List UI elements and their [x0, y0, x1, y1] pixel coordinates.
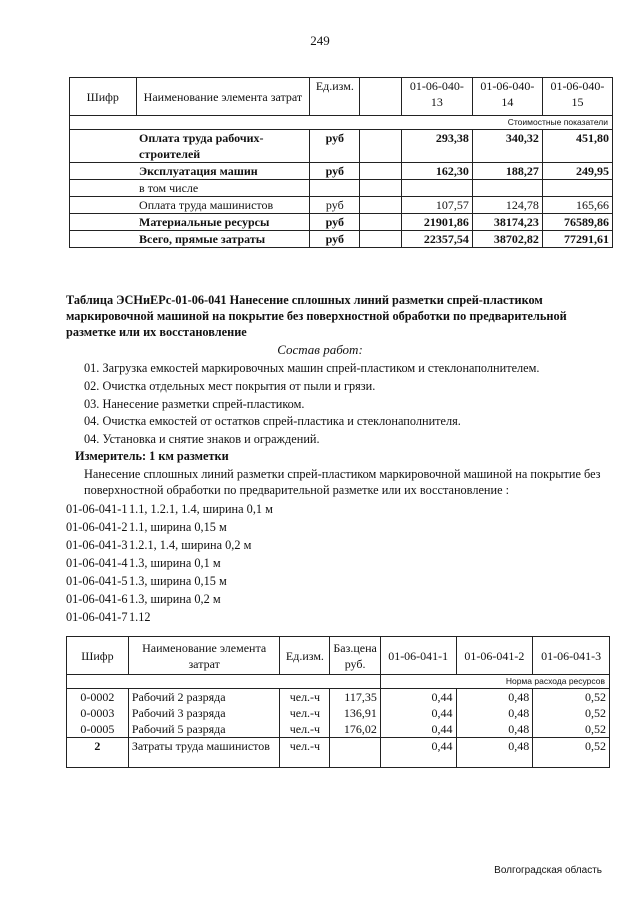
item-text: 1.2.1, 1.4, ширина 0,2 м [129, 538, 252, 552]
row-value: 0,44 [380, 689, 456, 706]
item-text: 1.3, ширина 0,2 м [129, 592, 221, 606]
row-name: Эксплуатация машин [136, 163, 310, 180]
row-value: 0,48 [456, 705, 533, 721]
item-code: 01-06-041-6 [66, 592, 128, 606]
row-value: 0,52 [533, 721, 610, 738]
item-text: 1.1, 1.2.1, 1.4, ширина 0,1 м [129, 502, 273, 516]
row-unit: руб [310, 197, 360, 214]
list-item [66, 574, 227, 589]
row-value: 0,52 [533, 705, 610, 721]
row-value: 38702,82 [472, 231, 542, 248]
row-unit: чел.-ч [280, 721, 330, 738]
row-value: 188,27 [472, 163, 542, 180]
row-price [330, 738, 380, 768]
row-value: 451,80 [542, 130, 612, 163]
header-col-15: 01-06-040-15 [542, 78, 612, 116]
list-item [66, 592, 221, 607]
works-heading: Состав работ: [277, 342, 363, 357]
row-value: 107,57 [402, 197, 473, 214]
table-row [70, 214, 613, 231]
work-item: 04. Очистка емкостей от остатков спрей-пластика и стеклонаполнителя. [84, 414, 461, 428]
table-subheader: Норма расхода ресурсов [380, 675, 609, 689]
footer-region: Волгоградская область [494, 865, 602, 876]
item-text: 1.12 [129, 610, 151, 624]
header-name: Наименование элемента затрат [136, 78, 310, 116]
row-unit: чел.-ч [280, 689, 330, 706]
table-row [70, 180, 613, 197]
row-value: 0,44 [380, 705, 456, 721]
header-name: Наименование элемента затрат [128, 637, 280, 675]
cost-table [69, 77, 613, 248]
work-item: 04. Установка и снятие знаков и ограждений. [84, 432, 320, 446]
work-item: 01. Загрузка емкостей маркировочных машин спрей-пластиком и стеклонаполнителем. [84, 361, 540, 375]
row-value: 124,78 [472, 197, 542, 214]
row-price: 117,35 [330, 689, 380, 706]
header-price: Баз.цена руб. [330, 637, 380, 675]
row-value: 21901,86 [402, 214, 473, 231]
row-unit: руб [310, 231, 360, 248]
row-code: 0-0003 [67, 705, 129, 721]
row-value: 0,52 [533, 689, 610, 706]
item-code: 01-06-041-5 [66, 574, 128, 588]
row-name: Рабочий 3 разряда [128, 705, 280, 721]
row-value: 76589,86 [542, 214, 612, 231]
row-value: 77291,61 [542, 231, 612, 248]
row-value: 0,48 [456, 721, 533, 738]
item-text: 1.3, ширина 0,15 м [129, 574, 227, 588]
row-name: в том числе [136, 180, 310, 197]
header-col-13: 01-06-040-13 [402, 78, 473, 116]
row-price: 176,02 [330, 721, 380, 738]
item-code: 01-06-041-4 [66, 556, 128, 570]
header-code: Шифр [70, 78, 137, 116]
row-unit: чел.-ч [280, 705, 330, 721]
row-value: 162,30 [402, 163, 473, 180]
page-number: 249 [310, 33, 330, 48]
item-code: 01-06-041-7 [66, 610, 128, 624]
table-row [70, 231, 613, 248]
item-code: 01-06-041-3 [66, 538, 128, 552]
row-value: 0,48 [456, 738, 533, 768]
row-unit: чел.-ч [280, 738, 330, 768]
table-row [67, 721, 610, 738]
table-row [70, 163, 613, 180]
row-unit: руб [310, 163, 360, 180]
work-item: 02. Очистка отдельных мест покрытия от пыли и грязи. [84, 379, 376, 393]
list-item [66, 610, 151, 625]
table-row [67, 705, 610, 721]
row-name: Рабочий 2 разряда [128, 689, 280, 706]
header-col-1: 01-06-041-1 [380, 637, 456, 675]
row-name: Материальные ресурсы [136, 214, 310, 231]
row-name: Затраты труда машинистов [128, 738, 280, 768]
header-col-2: 01-06-041-2 [456, 637, 533, 675]
header-code: Шифр [67, 637, 129, 675]
row-value: 249,95 [542, 163, 612, 180]
row-value: 165,66 [542, 197, 612, 214]
row-value: 0,44 [380, 738, 456, 768]
row-code: 0-0002 [67, 689, 129, 706]
item-text: 1.3, ширина 0,1 м [129, 556, 221, 570]
table-row [67, 689, 610, 706]
header-col-14: 01-06-040-14 [472, 78, 542, 116]
row-value: 0,52 [533, 738, 610, 768]
list-item [66, 502, 273, 517]
header-unit: Ед.изм. [310, 78, 360, 116]
table-subheader: Стоимостные показатели [70, 116, 613, 130]
description: Нанесение сплошных линий разметки спрей-пластиком маркировочной машиной на покрытие без поверхностной обработки по предварительной разметке или их восстановление : [84, 467, 601, 497]
item-text: 1.1, ширина 0,15 м [129, 520, 227, 534]
table-row [70, 130, 613, 163]
row-price: 136,91 [330, 705, 380, 721]
item-code: 01-06-041-2 [66, 520, 128, 534]
row-code: 2 [67, 738, 129, 768]
table-row [67, 738, 610, 768]
row-value: 38174,23 [472, 214, 542, 231]
header-unit: Ед.изм. [280, 637, 330, 675]
row-unit: руб [310, 130, 360, 163]
row-unit: руб [310, 214, 360, 231]
list-item [66, 538, 251, 553]
item-code: 01-06-041-1 [66, 502, 128, 516]
row-name: Рабочий 5 разряда [128, 721, 280, 738]
row-name: Оплата труда машинистов [136, 197, 310, 214]
row-name: Всего, прямые затраты [136, 231, 310, 248]
header-col-3: 01-06-041-3 [533, 637, 610, 675]
header-empty [360, 78, 402, 116]
table-title: Таблица ЭСНиЕРс-01-06-041 Нанесение сплошных линий разметки спрей-пластиком маркировочной машиной на покрытие без поверхностной обработки по предварительной разметке или их восстановление [66, 293, 567, 339]
list-item [66, 520, 227, 535]
row-name: Оплата труда рабочих-строителей [136, 130, 310, 163]
work-item: 03. Нанесение разметки спрей-пластиком. [84, 397, 305, 411]
table-row [70, 197, 613, 214]
row-value: 0,48 [456, 689, 533, 706]
measure-unit: Измеритель: 1 км разметки [75, 449, 229, 463]
list-item [66, 556, 221, 571]
row-code: 0-0005 [67, 721, 129, 738]
row-value: 0,44 [380, 721, 456, 738]
row-value: 293,38 [402, 130, 473, 163]
row-value: 340,32 [472, 130, 542, 163]
resource-table [66, 636, 610, 768]
row-value: 22357,54 [402, 231, 473, 248]
